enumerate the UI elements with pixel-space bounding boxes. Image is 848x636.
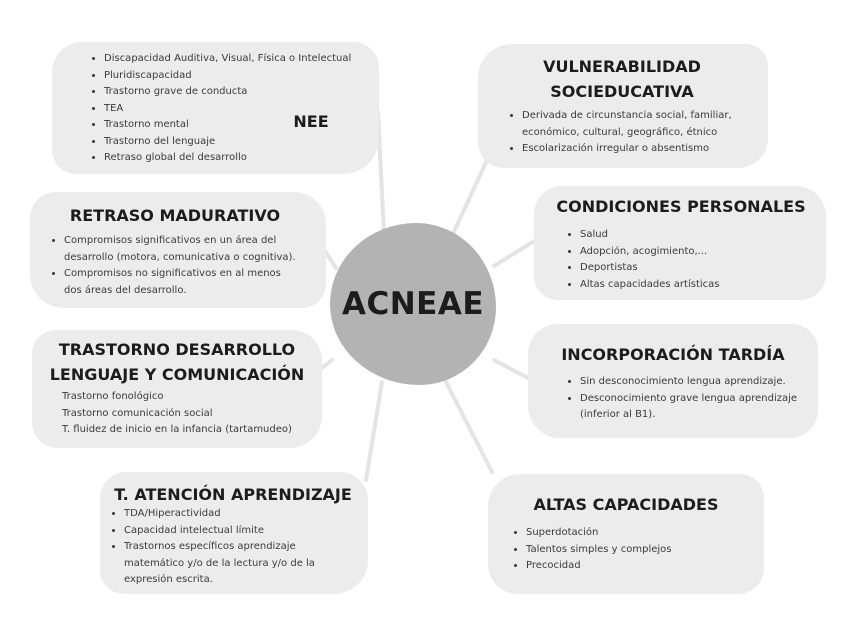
list-item-line: dos áreas del desarrollo. xyxy=(64,284,187,296)
list-item: • Trastorno mental xyxy=(104,117,394,134)
vulnerabilidad-list xyxy=(508,108,774,158)
atencion-aprendizaje-list xyxy=(110,506,372,589)
trastorno-lenguaje-list xyxy=(62,389,318,439)
list-item-line: desarrollo (motora, comunicativa o cognitiva). xyxy=(64,251,296,263)
list-item: • Deportistas xyxy=(580,260,830,277)
trastorno-lenguaje-title xyxy=(44,337,310,387)
center-node xyxy=(330,223,496,385)
center-title: ACNEAE xyxy=(341,286,485,322)
altas-capacidades-title: ALTAS CAPACIDADES xyxy=(533,495,719,514)
list-item: • Superdotación xyxy=(526,525,770,542)
list-item: Trastorno fonológico xyxy=(62,391,164,402)
nee-title: NEE xyxy=(293,112,329,131)
vulnerabilidad-title xyxy=(492,54,752,104)
list-item-line: Derivada de circunstancia social, familiar, xyxy=(522,110,732,121)
list-item-line: Compromisos no significativos en al menos xyxy=(64,268,281,279)
list-item: • Escolarización irregular o absentismo xyxy=(522,141,774,158)
list-item xyxy=(64,233,336,266)
list-item-line: (inferior al B1). xyxy=(580,409,656,420)
list-item: • Talentos simples y complejos xyxy=(526,542,770,559)
list-item: • Adopción, acogimiento,... xyxy=(580,244,830,261)
vulnerabilidad-title-line1: VULNERABILIDAD xyxy=(543,57,701,76)
connector-altas xyxy=(446,382,492,472)
altas-capacidades-list xyxy=(512,525,770,575)
list-item-line: Desconocimiento grave lengua aprendizaje xyxy=(580,392,798,404)
condiciones-personales-title: CONDICIONES PERSONALES xyxy=(556,197,806,216)
list-item-line: matemático y/o de la lectura y/o de la xyxy=(124,557,315,569)
list-item-line: Trastornos específicos aprendizaje xyxy=(124,541,296,552)
nee-list xyxy=(90,51,394,167)
retraso-madurativo-list xyxy=(50,233,336,299)
atencion-aprendizaje-title: T. ATENCIÓN APRENDIZAJE xyxy=(114,485,352,504)
connector-incorporacion xyxy=(494,360,528,378)
list-item xyxy=(124,539,372,589)
list-item-line: Compromisos significativos en un área del xyxy=(64,235,277,246)
list-item-line: económico, cultural, geográfico, étnico xyxy=(522,126,718,138)
trastorno-lenguaje-title-line2: LENGUAJE Y COMUNICACIÓN xyxy=(49,365,305,384)
list-item xyxy=(64,266,336,299)
list-item: • Sin desconocimiento lengua aprendizaje. xyxy=(580,374,830,391)
list-item-line: expresión escrita. xyxy=(124,574,213,585)
trastorno-lenguaje-title-line1: TRASTORNO DESARROLLO xyxy=(58,340,296,359)
list-item: • Salud xyxy=(580,227,830,244)
list-item: Trastorno comunicación social xyxy=(62,407,213,419)
connector-condiciones xyxy=(494,240,536,266)
retraso-madurativo-title: RETRASO MADURATIVO xyxy=(69,206,281,225)
connector-vulnerabilidad xyxy=(452,158,488,236)
list-item: • Retraso global del desarrollo xyxy=(104,150,394,167)
list-item: • Precocidad xyxy=(526,558,770,575)
list-item: • TDA/Hiperactividad xyxy=(124,506,372,523)
incorporacion-tardia-title: INCORPORACIÓN TARDÍA xyxy=(561,345,785,364)
list-item: • Capacidad intelectual límite xyxy=(124,523,372,540)
condiciones-personales-list xyxy=(566,227,830,293)
list-item: • Trastorno del lenguaje xyxy=(104,134,394,151)
list-item: T. fluidez de inicio en la infancia (tartamudeo) xyxy=(62,424,292,435)
list-item: • Discapacidad Auditiva, Visual, Física o Intelectual xyxy=(104,51,394,68)
list-item: • TEA xyxy=(104,101,394,118)
list-item: • Trastorno grave de conducta xyxy=(104,84,394,101)
vulnerabilidad-title-line2: SOCIEDUCATIVA xyxy=(550,82,694,101)
list-item xyxy=(522,108,774,141)
list-item: • Altas capacidades artísticas xyxy=(580,277,830,294)
list-item xyxy=(580,391,830,424)
list-item: • Pluridiscapacidad xyxy=(104,68,394,85)
incorporacion-tardia-list xyxy=(566,374,830,424)
connector-atencion xyxy=(366,382,382,480)
